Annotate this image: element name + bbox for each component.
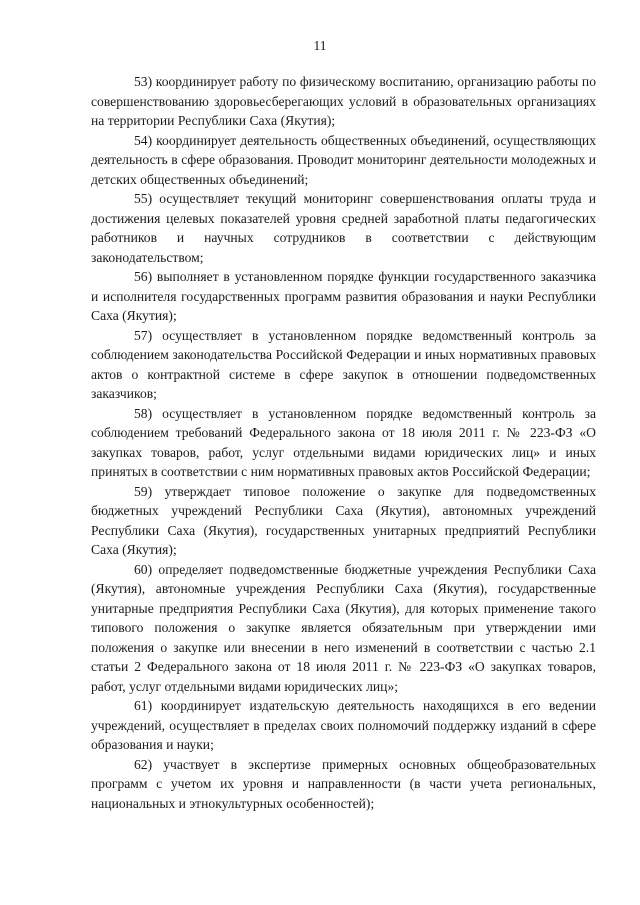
paragraph-58: 58) осуществляет в установленном порядке ведомственный контроль за соблюдением требований Федерального закона от 18 июля 2011 г. № 223-ФЗ «О закупках товаров, работ, услуг отдельными видами юридических лиц» и иных принятых в соответствии с ним нормативных правовых актов Российской Федерации; <box>91 405 596 479</box>
paragraph-55: 55) осуществляет текущий мониторинг совершенствования оплаты труда и достижения целевых показателей уровня средней заработной платы педагогических работников и научных сотрудников в соответствии с действующим законодательством; <box>91 191 596 265</box>
paragraph-56: 56) выполняет в установленном порядке функции государственного заказчика и исполнителя государственных программ развития образования и науки Республики Саха (Якутия); <box>91 269 596 323</box>
page-number: 11 <box>313 38 327 53</box>
paragraph-54: 54) координирует деятельность общественных объединений, осуществляющих деятельность в сфере образования. Проводит мониторинг деятельности молодежных и детских общественных объединений; <box>91 132 596 187</box>
paragraph-57: 57) осуществляет в установленном порядке ведомственный контроль за соблюдением законодательства Российской Федерации и иных нормативных правовых актов о контрактной системе в сфере закупок в отношении подведомственных заказчиков; <box>91 327 596 401</box>
paragraph-53: 53) координирует работу по физическому воспитанию, организацию работы по совершенствованию здоровьесберегающих условий в образовательных организациях на территории Республики Саха (Якутия); <box>91 74 596 128</box>
paragraph-60: 60) определяет подведомственные бюджетные учреждения Республики Саха (Якутия), автономные учреждения Республики Саха (Якутия), государственные унитарные предприятия Республики Саха (Якутия), для которых применение такого типового положения о закупке является обязательным при утверждении ими положения о закупке или внесении в него изменений в соответствии с частью 2.1 статьи 2 Федерального закона от 18 июля 2011 г. № 223-ФЗ «О закупках товаров, работ, услуг отдельными видами юридических лиц»; <box>91 561 596 694</box>
document-body <box>91 72 596 813</box>
paragraph-61: 61) координирует издательскую деятельность находящихся в его ведении учреждений, осуществляет в пределах своих полномочий поддержку изданий в сфере образования и науки; <box>91 698 596 752</box>
paragraph-59: 59) утверждает типовое положение о закупке для подведомственных бюджетных учреждений Республики Саха (Якутия), автономных учреждений Республики Саха (Якутия), государственных унитарных предприятий Республики Саха (Якутия); <box>91 483 596 557</box>
paragraph-62: 62) участвует в экспертизе примерных основных общеобразовательных программ с учетом их уровня и направленности (в части учета региональных, национальных и этнокультурных особенностей); <box>91 756 596 811</box>
